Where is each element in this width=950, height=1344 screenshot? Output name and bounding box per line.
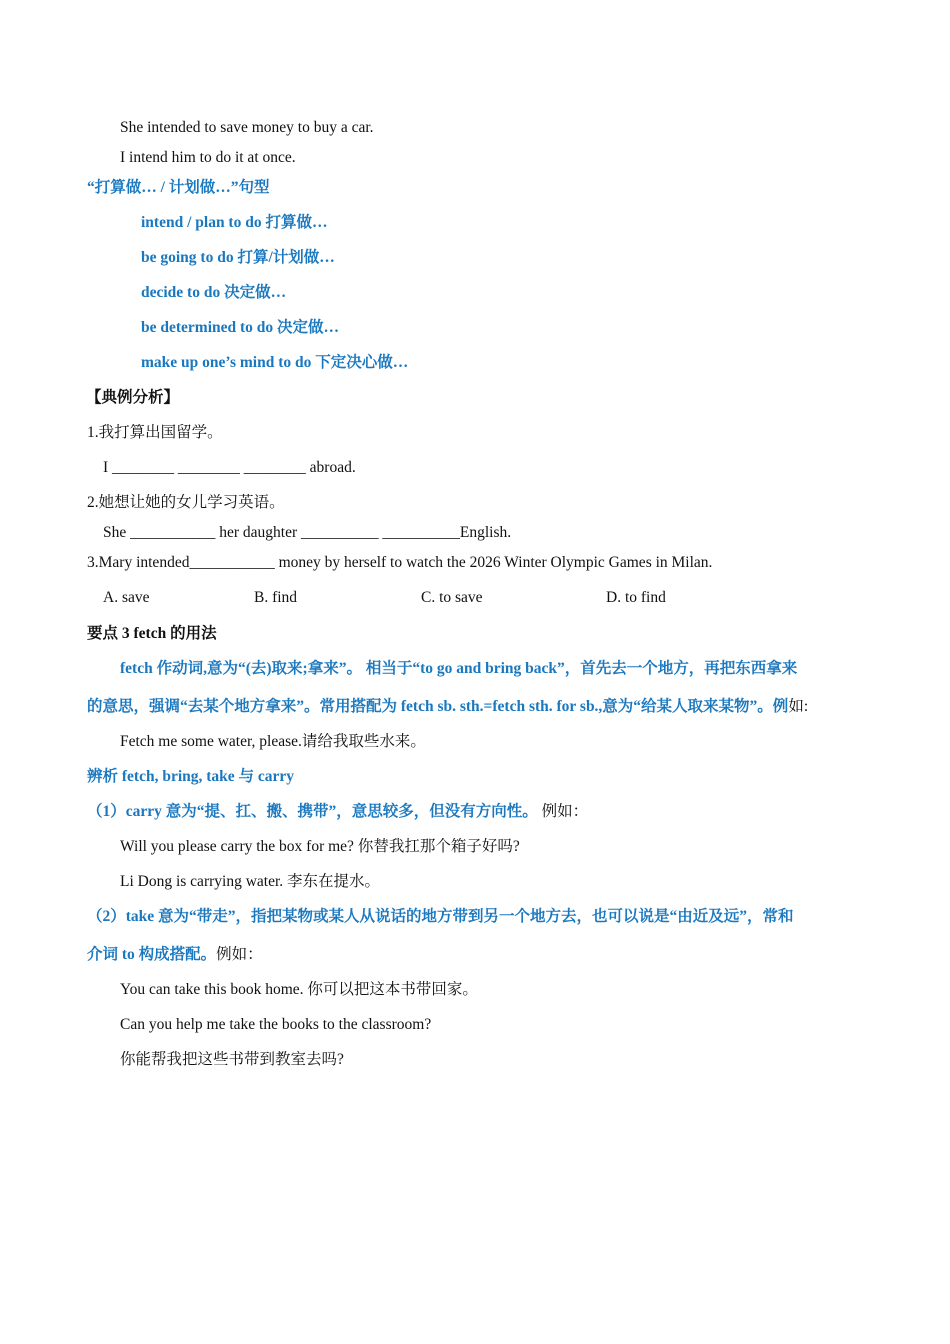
question-prompt: 1.我打算出国留学。 (87, 424, 223, 441)
example-sentence: I intend him to do it at once. (120, 149, 296, 166)
point-heading: 要点 3 fetch 的用法 (87, 625, 217, 642)
carry-rule (87, 802, 588, 822)
example-sentence: Can you help me take the books to the classroom? (120, 1016, 432, 1033)
phrase-item: be going to do 打算/计划做… (141, 249, 335, 266)
example-sentence: She intended to save money to buy a car. (120, 119, 374, 136)
analysis-heading: 【典例分析】 (86, 389, 180, 406)
carry-rule-tail: 例如： (537, 803, 589, 820)
section-heading: “打算做… / 计划做…”句型 (87, 179, 270, 196)
example-sentence: Will you please carry the box for me? 你替我扛那个箱子好吗? (120, 838, 520, 855)
option-a: A. save (103, 589, 150, 606)
question-prompt: 3.Mary intended___________ money by herself to watch the 2026 Winter Olympic Games in Milan. (87, 554, 713, 571)
phrase-item: make up one’s mind to do 下定决心做… (141, 354, 409, 371)
compare-heading: 辨析 fetch, bring, take 与 carry (87, 768, 295, 785)
example-sentence: You can take this book home. 你可以把这本书带回家。 (120, 981, 478, 998)
fetch-paragraph-line (87, 697, 808, 717)
take-rule-line: （2）take 意为“带走”，指把某物或某人从说话的地方带到另一个地方去，也可以说是“由近及远”，常和 (87, 908, 794, 925)
example-sentence: Li Dong is carrying water. 李东在提水。 (120, 873, 381, 890)
question-blank-line: She ___________ her daughter __________ __________English. (103, 524, 512, 541)
take-rule-blue: 介词 to 构成搭配。 (87, 946, 217, 963)
take-rule-tail: 例如： (216, 946, 263, 963)
example-sentence: Fetch me some water, please.请给我取些水来。 (120, 733, 426, 750)
option-b: B. find (254, 589, 298, 606)
phrase-item: be determined to do 决定做… (141, 319, 340, 336)
phrase-item: decide to do 决定做… (141, 284, 287, 301)
fetch-paragraph-line: fetch 作动词,意为“(去)取来;拿来”。 相当于“to go and bring back”，首先去一个地方，再把东西拿来 (120, 660, 798, 677)
question-blank-line: I ________ ________ ________ abroad. (103, 459, 356, 476)
example-sentence: 你能帮我把这些书带到教室去吗? (120, 1051, 344, 1068)
phrase-item: intend / plan to do 打算做… (141, 214, 328, 231)
fetch-paragraph-tail: 如: (788, 698, 809, 715)
fetch-paragraph-blue: 的意思，强调“去某个地方拿来”。常用搭配为 fetch sb. sth.=fetch sth. for sb.,意为“给某人取来某物”。例 (87, 698, 789, 715)
carry-rule-text: （1）carry 意为“提、扛、搬、携带”，意思较多，但没有方向性。 (87, 803, 538, 820)
question-prompt: 2.她想让她的女儿学习英语。 (87, 494, 285, 511)
option-c: C. to save (421, 589, 483, 606)
option-d: D. to find (606, 589, 666, 606)
take-rule-line (87, 945, 263, 965)
